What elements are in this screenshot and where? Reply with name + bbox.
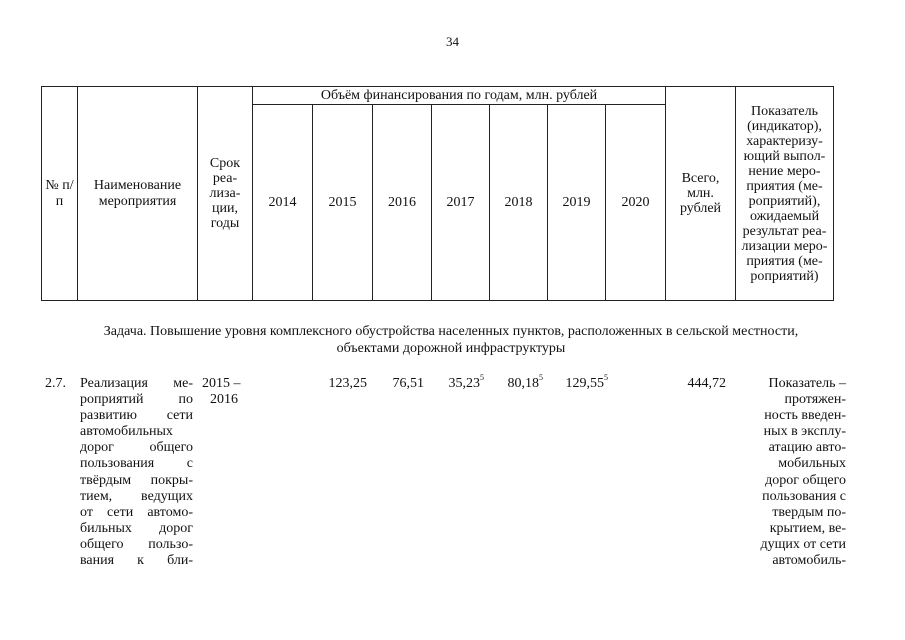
header-year-2019: 2019 — [548, 105, 606, 301]
header-year-2015: 2015 — [313, 105, 373, 301]
value-2017: 35,23$^5$ — [448, 373, 484, 391]
header-financing: Объём финансирования по годам, млн. рублей — [253, 87, 666, 105]
table-header — [41, 86, 834, 301]
header-year-2016: 2016 — [373, 105, 432, 301]
header-year-2014: 2014 — [253, 105, 313, 301]
header-period: Срок реа- лиза- ции, годы — [198, 87, 253, 301]
header-year-2020: 2020 — [606, 105, 666, 301]
header-name: Наименование мероприятия — [78, 87, 198, 301]
row-indicator: Показатель – протяжен- ность введен- ных в эксплу- атацию авто- мобильных дорог общего пользования с твердым по- крытием, ве- дущих от сети автомобиль- — [760, 376, 846, 569]
value-2018: 80,18$^5$ — [507, 373, 543, 391]
header-number: № п/п — [42, 87, 78, 301]
row-total: 444,72 — [687, 376, 726, 391]
page-number: 34 — [446, 34, 459, 49]
header-indicator: Показатель (индикатор), характеризу- ющий выпол- нение меро- приятия (ме- роприятий), ожидаемый результат реа- лизации меро- приятия (ме- роприятий) — [736, 87, 834, 301]
value-2015: 123,25 — [328, 376, 367, 391]
value-2019: 129,55$^5$ — [565, 373, 608, 391]
task-heading: Задача. Повышение уровня комплексного обустройства населенных пунктов, расположенных в сельской местности, объектами дорожной инфраструктуры — [103, 324, 799, 356]
row-period: 2015 – 2016 — [202, 376, 241, 408]
row-number: 2.7. — [45, 376, 66, 391]
header-year-2018: 2018 — [490, 105, 548, 301]
header-total: Всего, млн. рублей — [666, 87, 736, 301]
header-year-2017: 2017 — [432, 105, 490, 301]
row-activity-name: Реализация ме- роприятий по развитию сети автомобильных дорог общего пользования с твёрдым покры- тием, ведущих от сети автомо- бильных дорог общего пользо- вания к бли- — [80, 376, 193, 569]
value-2016: 76,51 — [392, 376, 424, 391]
